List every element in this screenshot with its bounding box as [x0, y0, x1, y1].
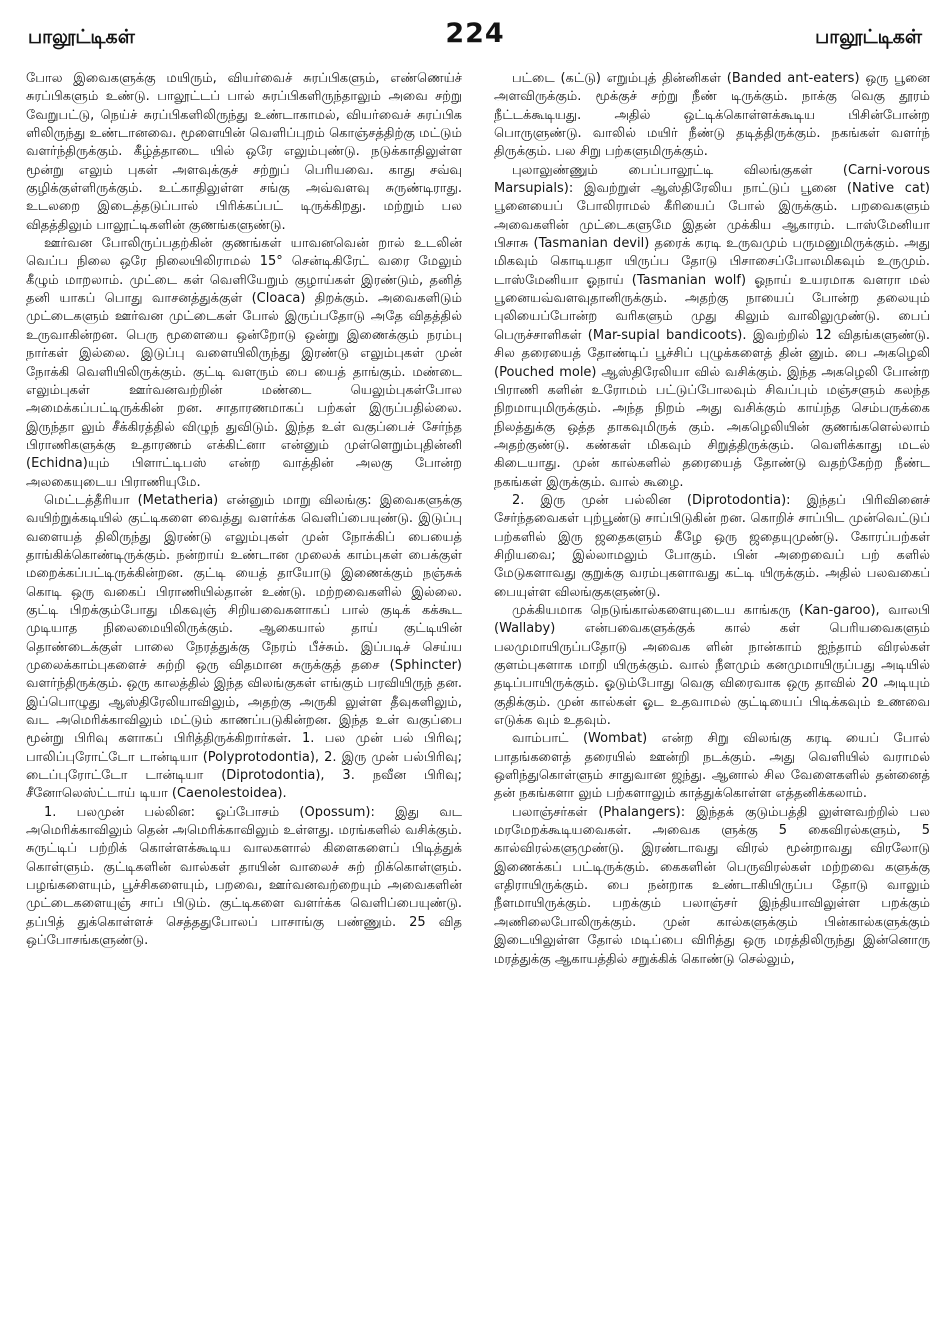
paragraph: மெட்டத்தீரியா (Metatheria) என்னும் மாறு விலங்கு: இவைகளுக்கு வயிற்றுக்கடியில் குட்டிகளை வைத்து வளர்க்க வெளிப்பையுண்டு. இடுப்பு வளையத் திலிருந்து இரண்டு எலும்புகள் முன் நோக்கிப் பையைத் தாங்கிக்கொண்டிருக்கும். நன்றாய் உண்டான முலைக் காம்புகள் பைக்குள் மறைக்கப்பட்டிருக்கின்றன. குட்டி யைத் தாயோடு இணைக்கும் நஞ்சுக் கொடி ஒரு வகைப் பிராணியில்தான் உண்டு. மற்றவைகளில் இல்லை. குட்டி பிறக்கும்போது மிகவுஞ் சிறியவைகளாகப் பால் குடிக் கக்கூட முடியாத நிலைமையிலிருக்கும். ஆகையால் தாய் குட்டியின் தொண்டைக்குள் பாலை நேரத்துக்கு நேரம் பீச்சும். இப்படிச் செய்ய முலைக்காம்புகளைச் சுற்றி ஒரு விதமான சுருக்குத் தசை (Sphincter) வளர்ந்திருக்கும். ஒரு காலத்தில் இந்த விலங்குகள் எங்கும் பரவியிருந் தன. இப்பொழுது ஆஸ்திரேலியாவிலும், அதற்கு அருகி லுள்ள தீவுகளிலும், வட அமெரிக்காவிலும் மட்டும் காணப்படுகின்றன. இந்த உள் வகுப்பை மூன்று பிரிவு களாகப் பிரித்திருக்கிறார்கள். 1. பல முன் பல் பிரிவு; பாலிப்புரோட்டோ டான்டியா (Polyprotodontia), 2. இரு முன் பல்பிரிவு; டைப்புரோட்டோ டான்டியா (Diprotodontia), 3. நவீன பிரிவு; சீனோலெஸ்ட்டாய் டியா (Caenolestoidea).	[26, 492, 462, 802]
paragraph: பட்டை (கட்டு) எறும்புத் தின்னிகள் (Banded ant-eaters) ஒரு பூனை அளவிருக்கும். மூக்குச் சற்று நீண் டிருக்கும். நாக்கு வெகு தூரம் நீட்டக்கூடியது. அதில் ஒட்டிக்கொள்ளக்கூடிய பிசின்போன்ற பொருளுண்டு. வாலில் மயிர் நீண்டு தடித்திருக்கும். நகங்கள் வளர்ந் திருக்கும். பல சிறு பற்களுமிருக்கும்.	[494, 71, 930, 160]
paragraph: பலாஞ்சர்கள் (Phalangers): இந்தக் குடும்பத்தி லுள்ளவற்றில் பல மரமேறக்கூடியவைகள். அவைக ளுக்கு 5 கைவிரல்களும், 5 கால்விரல்களுமுண்டு. இரண்டாவது விரல் மூன்றாவது விரலோடு இணைக்கப் பட்டிருக்கும். கைகளின் பெருவிரல்கள் மற்றவை களுக்கு எதிராயிருக்கும். பை நன்றாக உண்டாகியிருப்ப தோடு வாலும் நீளமாயிருக்கும். பறக்கும் பலாஞ்சர் இந்தியாவிலுள்ள பறக்கும் அணிலைபோலிருக்கும். முன் கால்களுக்கும் பின்கால்களுக்கும் இடையிலுள்ள தோல் மடிப்பை விரித்து ஒரு மரத்திலிருந்து இன்னொரு மரத்துக்கு ஆகாயத்தில் சறுக்கிக் கொண்டு செல்லும்,	[494, 804, 930, 967]
paragraph: புலாலுண்ணும் பைப்பாலூட்டி விலங்குகள் (Carni-vorous Marsupials): இவற்றுள் ஆஸ்திரேலிய நாட்டுப் பூனை (Native cat) பூனையைப் போலிராமல் கீரியைப் போல் இருக்கும். பறவைகளும் அவைகளின் முட்டைகளுமே இதன் முக்கிய ஆகாரம். டாஸ்மேனியா பிசாசு (Tasmanian devil) தரைக் கரடி உருவமும் பருமனுமிருக்கும். அது மிகவும் கொடியதா யிருப்ப தோடு பிசாசைப்போலமிகவும் உருமும். டாஸ்மேனியா ஓநாய் (Tasmanian wolf) ஓநாய் உயரமாக வளரா மல் பூனையவ்வளவுதானிருக்கும். அதற்கு நாயைப் போன்ற தலையும் புலியைப்போன்ற வரிகளும் முது கிலும் வாலிலுமுண்டு. பைப் பெருச்சாளிகள் (Mar-supial bandicoots). இவற்றில் 12 விதங்களுண்டு. சில தரையைத் தோண்டிப் பூச்சிப் புழுக்களைத் தின் னும். பை அகழெலி (Pouched mole) ஆஸ்திரேலியா வில் வசிக்கும். இந்த அகழெலி போன்ற பிராணி களின் உரோமம் பட்டுப்போலவும் சிவப்பும் மஞ்சளும் கலந்த நிறமாயுமிருக்கும். அந்த நிறம் அது வசிக்கும் காய்ந்த செம்பருக்கை நிலத்துக்கு ஒத்த தாகவுமிருக் கும். அகழெலியின் குணங்களெல்லாம் அதற்குண்டு. கண்கள் மிகவும் சிறுத்திருக்கும். வெளிக்காது மடல் கிடையாது. முன் கால்களில் தரையைத் தோண்டு வதற்கேற்ற நீண்ட நகங்கள் இருக்கும். வால் கூழை.	[494, 162, 930, 490]
paragraph: ஊர்வன போலிருப்பதற்கின் குணங்கள் யாவனவென் றால் உடலின் வெப்ப நிலை ஒரே நிலையிலிராமல் 15° சென்டிகிரேட் வரை மேலும் கீழும் மாறலாம். முட்டை கள் வெளியேறும் குழாய்கள் இரண்டும், தனித் தனி யாகப் பொது வாசனத்துக்குள் (Cloaca) திறக்கும். அவைகளிடும் முட்டைகளும் ஊர்வன முட்டைகள் போல் இருப்பதோடு அதே விதத்தில் உருவாகின்றன. பெரு மூளையை ஒன்றோடு ஒன்று இணைக்கும் நரம்பு நார்கள் இல்லை. இடுப்பு வளையிலிருந்து இரண்டு எலும்புகள் முன் நோக்கி வெளியிலிருக்கும். குட்டி வளரும் பை யைத் தாங்கும். மண்டை எலும்புகள் ஊர்வனவற்றின் மண்டை யெலும்புகள்போல அமைக்கப்பட்டிருக்கின் றன. சாதாரணமாகப் பற்கள் இருப்பதில்லை. இருந்தா லும் சீக்கிரத்தில் விழுந் துவிடும். இந்த உள் வகுப்பைச் சேர்ந்த பிராணிகளுக்கு உதாரணம் எக்கிட்னா என்னும் முள்ளெறும்புதின்னி (Echidna)யும் பிளாட்டிபஸ் என்ற வாத்தின் அலகு போன்ற அலகையுடைய பிராணியுமே.	[26, 236, 462, 490]
running-title-right: பாலூட்டிகள்	[815, 26, 922, 48]
page-header	[28, 14, 922, 58]
page-number: 224	[445, 18, 505, 49]
running-title-left: பாலூட்டிகள்	[28, 26, 135, 48]
right-column	[494, 70, 930, 1292]
paragraph: முக்கியமாக நெடுங்கால்களையுடைய காங்கரு (Kan-garoo), வாலபி (Wallaby) என்பவைகளுக்குக் கால் கள் பெரியவைகளும் பலமுமாயிருப்பதோடு அவைக ளின் நான்காம் ஐந்தாம் விரல்கள் குளம்புகளாக மாறி யிருக்கும். வால் நீளமும் கனமுமாயிருப்பது அடியில் தடிப்பாயிருக்கும். ஓடும்போது வெகு விரைவாக ஒரு தாவில் 20 அடியும் குதிக்கும். முன் கால்கள் ஓட உதவாமல் குட்டியைப் பிடிக்கவும் உணவை எடுக்க வும் உதவும்.	[494, 602, 930, 729]
paragraph: 2. இரு முன் பல்லின (Diprotodontia): இந்தப் பிரிவினைச் சேர்ந்தவைகள் புற்பூண்டு சாப்பிடுகின் றன. கொறிச் சாப்பிட முன்வெட்டுப் பற்களில் இரு ஜதைகளும் கீழே ஒரு ஜதையுமுண்டு. கோரப்பற்கள் சிறியவை; இல்லாமலும் போகும். பின் அறைவைப் பற் களில் மேடுகளாவது குறுக்கு வரம்புகளாவது கட்டி யிருக்கும். அதில் பலவகைப் பையுள்ள விலங்குகளுண்டு.	[494, 492, 930, 600]
paragraph: போல இவைகளுக்கு மயிரும், வியர்வைச் சுரப்பிகளும், எண்ணெய்ச் சுரப்பிகளும் உண்டு. பாலூட்டப் பால் சுரப்பிகளிருந்தாலும் அவை சற்று வேறுபட்டு, நெய்ச் சுரப்பிகளிலிருந்து உண்டாகாமல், வியர்வைச் சுரப்பிக ளிலிருந்து உண்டானவை. மூளையின் வெளிப்புறம் கொஞ்சத்திற்கு மட்டும் வளர்ந்திருக்கும். கீழ்த்தாடை யில் ஒரே எலும்புண்டு. நடுக்காதிலுள்ள மூன்று எலும் புகள் அளவுக்குச் சற்றுப் பெரியவை. காது சவ்வு குழிக்குள்ளிருக்கும். உட்காதிலுள்ள சங்கு அவ்வளவு சுருண்டிராது. உடலறை இடைத்தடுப்பால் பிரிக்கப்பட் டிருக்கிறது. மற்றும் பல விதத்திலும் பாலூட்டிகளின் குணங்களுண்டு.	[26, 71, 462, 233]
paragraph: வாம்பாட் (Wombat) என்ற சிறு விலங்கு கரடி யைப் போல் பாதங்களைத் தரையில் ஊன்றி நடக்கும். அது வெளியில் வராமல் ஒளிந்துகொள்ளும் சாதுவான ஜந்து. ஆனால் சில வேளைகளில் தன்னைத் தன் நகங்களா லும் பற்களாலும் காத்துக்கொள்ள எத்தனிக்கலாம்.	[494, 731, 930, 802]
left-column	[26, 70, 462, 1292]
paragraph: 1. பலமுன் பல்லின: ஓப்போசம் (Opossum): இது வட அமெரிக்காவிலும் தென் அமெரிக்காவிலும் உள்ளது. மரங்களில் வசிக்கும். சுருட்டிப் பற்றிக் கொள்ளக்கூடிய வாலகளால் கிளைகளைப் பிடித்துக் கொள்ளும். குட்டிகளின் வால்கள் தாயின் வாலைச் சுற் றிக்கொள்ளும். பழங்களையும், பூச்சிகளையும், பறவை, ஊர்வனவற்றையும் அவைகளின் முட்டைகளையுஞ் சாப் பிடும். குட்டிகளை வளர்க்க வெளிப்பையுண்டு. தப்பித் துக்கொள்ளச் செத்ததுபோலப் பாசாங்கு பண்ணும். 25 வித ஒப்போசங்களுண்டு.	[26, 804, 462, 949]
